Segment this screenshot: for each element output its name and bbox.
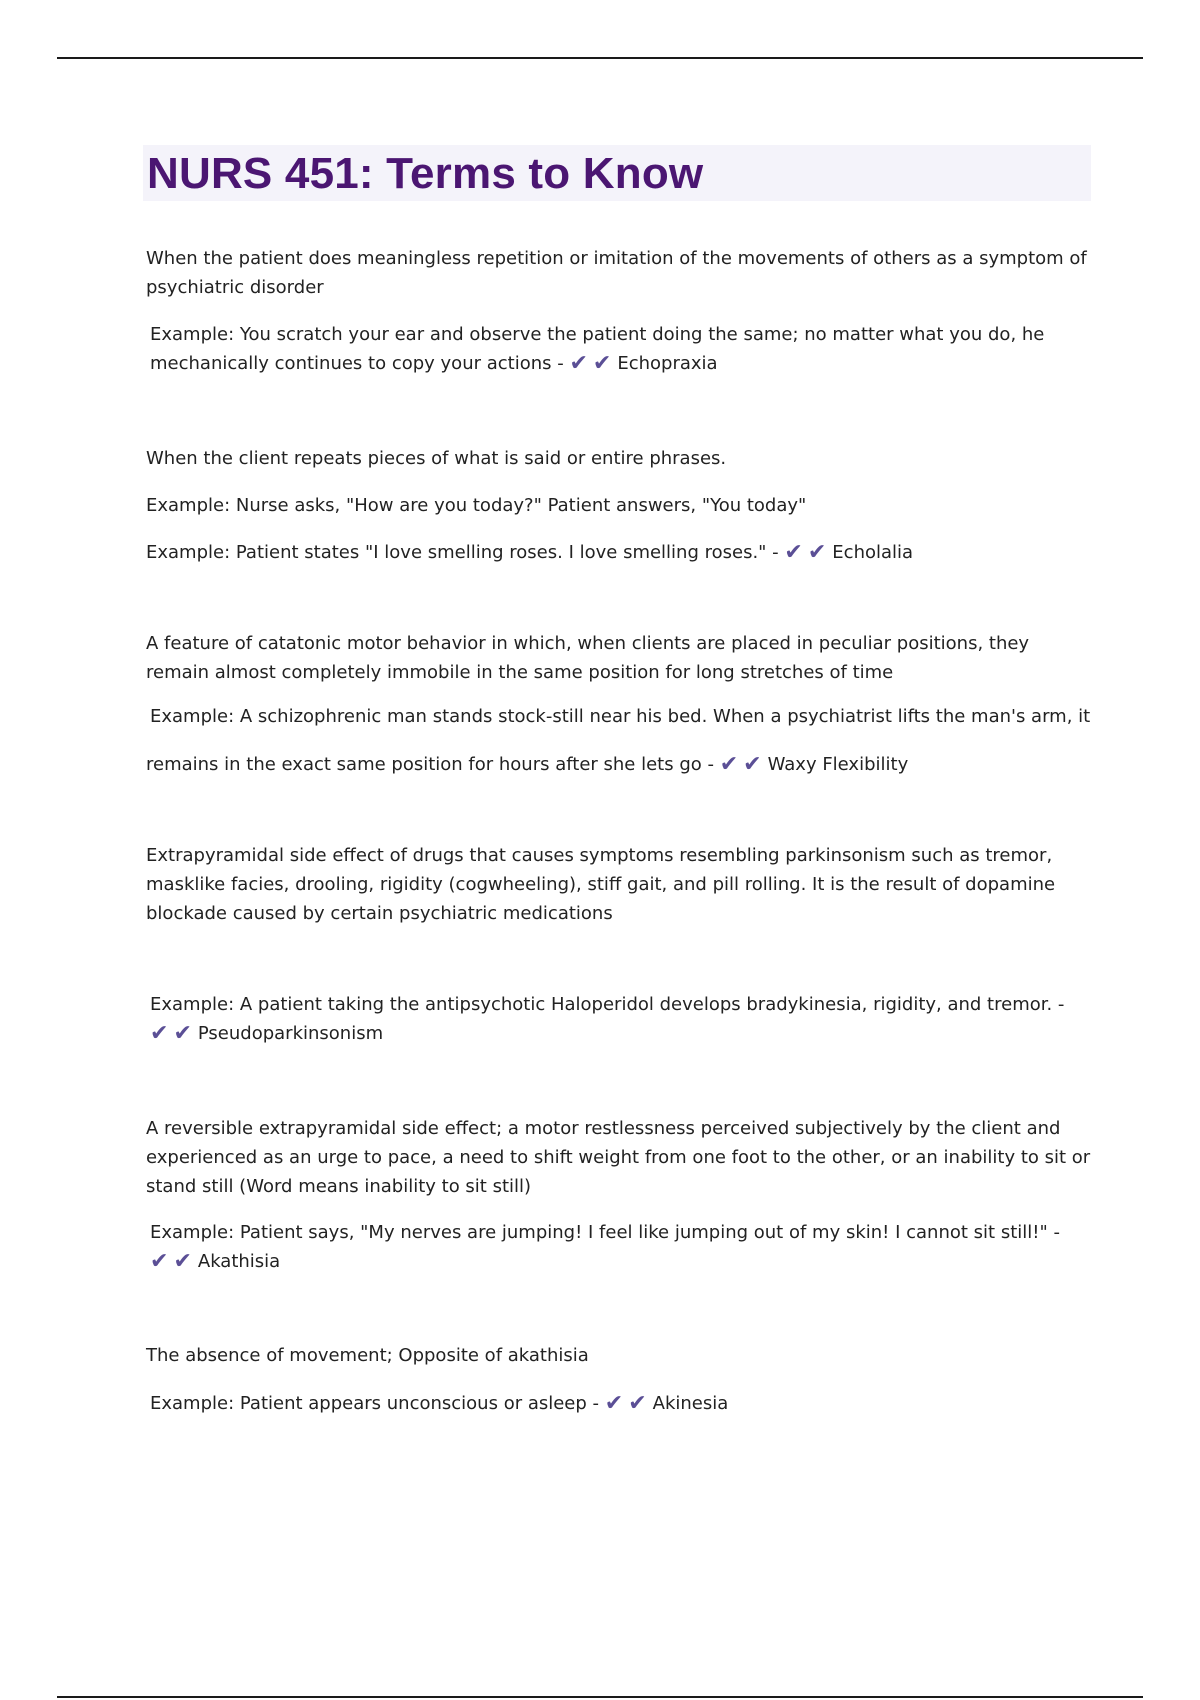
check-icon: ✔ [719, 752, 739, 777]
check-icon: ✔ [784, 540, 803, 565]
check-icon: ✔ [150, 1249, 169, 1274]
example-text: Example: Patient appears unconscious or asleep - [150, 1393, 600, 1414]
term-definition: Extrapyramidal side effect of drugs that causes symptoms resembling parkinsonism such as tremor, masklike facies, drooling, rigidity (cogwheeling), stiff gait, and pill rolling. It is the result of dopamine blockade caused by certain psychiatric medications [146, 845, 1056, 924]
example-text: Example: You scratch your ear and observe the patient doing the same; no matter what you do, he mechanically continues to copy your actions - [150, 324, 1045, 374]
check-icon: ✔ [604, 1391, 624, 1416]
bottom-rule [57, 1696, 1143, 1698]
top-rule [57, 57, 1143, 59]
term-example [150, 990, 1070, 1048]
term-definition: A reversible extrapyramidal side effect; a motor restlessness perceived subjectively by the client and experienced as an urge to pace, a need to shift weight from one foot to the other, or an inability to sit or stand still (Word means inability to sit still) [146, 1118, 1091, 1197]
term-example [150, 320, 1090, 378]
term-definition: When the patient does meaningless repetition or imitation of the movements of others as a symptom of psychiatric disorder [146, 248, 1087, 298]
check-icon: ✔ [173, 1249, 192, 1274]
example-text: Example: Patient states "I love smelling roses. I love smelling roses." - [146, 542, 779, 563]
term-answer: Akathisia [197, 1251, 281, 1272]
term-example: Example: Nurse asks, "How are you today?" Patient answers, "You today" [146, 495, 807, 516]
check-icon: ✔ [628, 1391, 647, 1416]
example-text: remains in the exact same position for hours after she lets go - [146, 754, 714, 775]
term-definition: The absence of movement; Opposite of akathisia [146, 1345, 589, 1366]
term-example [150, 1218, 1060, 1276]
term-answer: Pseudoparkinsonism [197, 1023, 384, 1044]
check-icon: ✔ [173, 1021, 192, 1046]
example-text: Example: A patient taking the antipsychotic Haloperidol develops bradykinesia, rigidity, and tremor. - [150, 994, 1065, 1015]
check-icon: ✔ [569, 351, 588, 376]
check-icon: ✔ [150, 1021, 169, 1046]
example-text: Example: Patient says, "My nerves are jumping! I feel like jumping out of my skin! I cannot sit still!" - [150, 1222, 1060, 1243]
term-example [146, 538, 1096, 567]
term-definition: When the client repeats pieces of what is said or entire phrases. [146, 448, 727, 469]
check-icon: ✔ [592, 351, 612, 376]
check-icon: ✔ [743, 752, 762, 777]
term-example [146, 750, 1096, 779]
term-example: Example: A schizophrenic man stands stock-still near his bed. When a psychiatrist lifts the man's arm, it [150, 706, 1091, 727]
check-icon: ✔ [807, 540, 827, 565]
term-definition: A feature of catatonic motor behavior in which, when clients are placed in peculiar positions, they remain almost completely immobile in the same position for long stretches of time [146, 633, 1030, 683]
term-example [150, 1389, 1100, 1418]
term-answer: Waxy Flexibility [767, 754, 909, 775]
term-answer: Echolalia [832, 542, 914, 563]
page-title: NURS 451: Terms to Know [147, 149, 704, 198]
term-answer: Akinesia [652, 1393, 729, 1414]
term-answer: Echopraxia [617, 353, 718, 374]
